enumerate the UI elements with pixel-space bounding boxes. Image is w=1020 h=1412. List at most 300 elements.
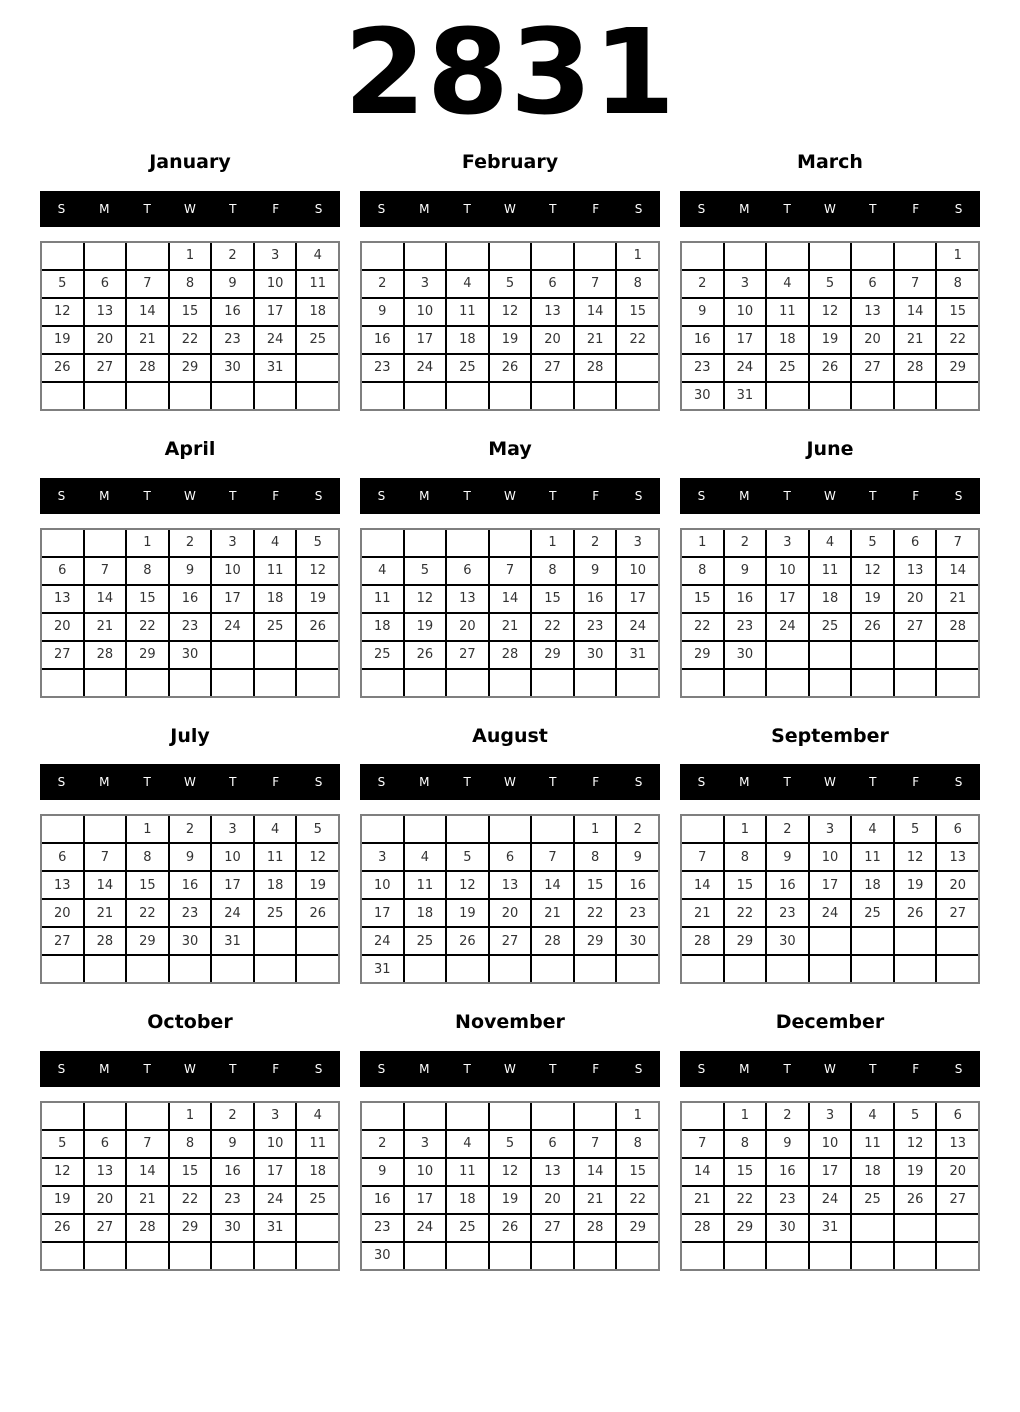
empty-day-cell (212, 642, 253, 668)
day-cell: 30 (575, 642, 616, 668)
day-cell: 21 (895, 327, 936, 353)
empty-day-cell (85, 243, 126, 269)
day-cell: 2 (170, 530, 211, 556)
weekday-label: T (229, 201, 237, 216)
empty-day-cell (447, 243, 488, 269)
empty-day-cell (362, 670, 403, 696)
day-cell: 18 (852, 1159, 893, 1185)
empty-day-cell (810, 642, 851, 668)
empty-day-cell (362, 816, 403, 842)
empty-day-cell (170, 670, 211, 696)
day-cell: 3 (405, 1131, 446, 1157)
day-cell: 20 (42, 900, 83, 926)
day-cell: 28 (532, 928, 573, 954)
day-cell: 20 (937, 872, 978, 898)
day-cell: 4 (447, 271, 488, 297)
empty-day-cell (852, 383, 893, 409)
day-cell: 8 (937, 271, 978, 297)
weekday-label: S (634, 775, 643, 790)
day-cell: 13 (85, 1159, 126, 1185)
day-cell: 4 (767, 271, 808, 297)
day-cell: 25 (447, 355, 488, 381)
day-cell: 9 (617, 844, 658, 870)
weekday-label: W (824, 1061, 836, 1076)
day-cell: 3 (212, 530, 253, 556)
weekday-label: T (463, 775, 471, 790)
day-cell: 1 (170, 243, 211, 269)
day-cell: 4 (852, 816, 893, 842)
weekday-label: M (419, 775, 430, 790)
day-cell: 23 (682, 355, 723, 381)
empty-day-cell (937, 383, 978, 409)
day-cell: 8 (170, 271, 211, 297)
empty-day-cell (255, 956, 296, 982)
empty-day-cell (532, 1103, 573, 1129)
empty-day-cell (447, 816, 488, 842)
day-cell: 5 (810, 271, 851, 297)
day-cell: 6 (85, 271, 126, 297)
empty-day-cell (42, 1243, 83, 1269)
empty-day-cell (810, 956, 851, 982)
day-cell: 13 (447, 586, 488, 612)
day-cell: 18 (767, 327, 808, 353)
day-cell: 2 (170, 816, 211, 842)
day-cell: 22 (617, 327, 658, 353)
weekday-label: M (419, 488, 430, 503)
day-cell: 15 (532, 586, 573, 612)
day-cell: 5 (447, 844, 488, 870)
weekday-label: M (99, 775, 110, 790)
day-cell: 13 (532, 1159, 573, 1185)
day-cell: 27 (85, 355, 126, 381)
day-cell: 1 (725, 1103, 766, 1129)
day-cell: 4 (852, 1103, 893, 1129)
day-cell: 17 (212, 586, 253, 612)
day-cell: 22 (725, 900, 766, 926)
day-cell: 11 (362, 586, 403, 612)
day-cell: 18 (362, 614, 403, 640)
day-cell: 7 (937, 530, 978, 556)
empty-day-cell (212, 956, 253, 982)
weekday-label: F (592, 775, 600, 790)
empty-day-cell (895, 243, 936, 269)
empty-day-cell (405, 243, 446, 269)
day-cell: 27 (895, 614, 936, 640)
weekday-header-row (360, 191, 660, 227)
day-cell: 11 (767, 299, 808, 325)
empty-day-cell (85, 383, 126, 409)
day-cell: 23 (767, 1187, 808, 1213)
day-cell: 25 (767, 355, 808, 381)
empty-day-cell (852, 642, 893, 668)
day-cell: 27 (937, 1187, 978, 1213)
day-cell: 1 (937, 243, 978, 269)
day-cell: 14 (85, 586, 126, 612)
day-cell: 19 (810, 327, 851, 353)
day-cell: 29 (682, 642, 723, 668)
empty-day-cell (447, 383, 488, 409)
day-cell: 1 (127, 816, 168, 842)
day-cell: 24 (725, 355, 766, 381)
day-cell: 23 (575, 614, 616, 640)
day-cell: 12 (405, 586, 446, 612)
empty-day-cell (937, 642, 978, 668)
day-cell: 17 (617, 586, 658, 612)
empty-day-cell (127, 1103, 168, 1129)
day-cell: 26 (447, 928, 488, 954)
day-cell: 21 (85, 900, 126, 926)
day-cell: 4 (362, 558, 403, 584)
weekday-header-row (40, 1051, 340, 1087)
weekday-label: T (463, 488, 471, 503)
day-cell: 16 (212, 299, 253, 325)
day-cell: 25 (852, 900, 893, 926)
day-cell: 12 (895, 844, 936, 870)
day-cell: 2 (725, 530, 766, 556)
empty-day-cell (490, 956, 531, 982)
day-cell: 8 (725, 1131, 766, 1157)
day-cell: 22 (682, 614, 723, 640)
empty-day-cell (255, 928, 296, 954)
empty-day-cell (490, 530, 531, 556)
day-cell: 21 (937, 586, 978, 612)
empty-day-cell (405, 383, 446, 409)
day-cell: 29 (575, 928, 616, 954)
month-day-grid (360, 528, 660, 698)
day-cell: 8 (127, 844, 168, 870)
day-cell: 31 (810, 1215, 851, 1241)
day-cell: 9 (725, 558, 766, 584)
weekday-label: S (377, 1061, 386, 1076)
day-cell: 6 (42, 558, 83, 584)
day-cell: 25 (447, 1215, 488, 1241)
month-block-march (680, 150, 980, 411)
day-cell: 19 (447, 900, 488, 926)
month-day-grid (40, 814, 340, 984)
empty-day-cell (170, 383, 211, 409)
weekday-label: S (697, 775, 706, 790)
day-cell: 12 (297, 558, 338, 584)
empty-day-cell (212, 670, 253, 696)
weekday-label: T (229, 488, 237, 503)
month-day-grid (360, 1101, 660, 1271)
weekday-label: S (314, 1061, 323, 1076)
weekday-label: F (272, 1061, 280, 1076)
month-name: May (488, 437, 532, 460)
day-cell: 26 (895, 1187, 936, 1213)
day-cell: 30 (682, 383, 723, 409)
day-cell: 15 (617, 1159, 658, 1185)
empty-day-cell (937, 956, 978, 982)
day-cell: 16 (725, 586, 766, 612)
weekday-label: T (229, 1061, 237, 1076)
day-cell: 25 (297, 1187, 338, 1213)
month-block-july (40, 724, 340, 985)
day-cell: 1 (170, 1103, 211, 1129)
day-cell: 20 (85, 327, 126, 353)
day-cell: 12 (810, 299, 851, 325)
empty-day-cell (170, 956, 211, 982)
weekday-label: S (57, 488, 66, 503)
day-cell: 7 (682, 844, 723, 870)
weekday-label: M (99, 488, 110, 503)
day-cell: 15 (725, 1159, 766, 1185)
month-name: April (164, 437, 216, 460)
empty-day-cell (405, 670, 446, 696)
day-cell: 26 (405, 642, 446, 668)
empty-day-cell (447, 1243, 488, 1269)
day-cell: 10 (405, 299, 446, 325)
day-cell: 2 (212, 1103, 253, 1129)
day-cell: 27 (532, 1215, 573, 1241)
weekday-label: T (869, 488, 877, 503)
day-cell: 2 (767, 1103, 808, 1129)
weekday-label: T (229, 775, 237, 790)
empty-day-cell (617, 1243, 658, 1269)
month-name: October (147, 1011, 233, 1034)
day-cell: 3 (617, 530, 658, 556)
month-block-april (40, 437, 340, 698)
weekday-label: T (783, 775, 791, 790)
empty-day-cell (85, 956, 126, 982)
day-cell: 4 (255, 530, 296, 556)
weekday-label: T (143, 201, 151, 216)
month-block-june (680, 437, 980, 698)
day-cell: 26 (895, 900, 936, 926)
day-cell: 19 (42, 1187, 83, 1213)
empty-day-cell (85, 1243, 126, 1269)
day-cell: 10 (255, 1131, 296, 1157)
month-name: September (771, 724, 889, 747)
weekday-label: F (272, 775, 280, 790)
day-cell: 21 (490, 614, 531, 640)
empty-day-cell (405, 816, 446, 842)
empty-day-cell (852, 1215, 893, 1241)
day-cell: 31 (212, 928, 253, 954)
empty-day-cell (852, 670, 893, 696)
day-cell: 20 (895, 586, 936, 612)
day-cell: 29 (937, 355, 978, 381)
day-cell: 4 (297, 1103, 338, 1129)
day-cell: 26 (297, 614, 338, 640)
empty-day-cell (937, 670, 978, 696)
empty-day-cell (490, 1243, 531, 1269)
empty-day-cell (297, 1215, 338, 1241)
weekday-label: S (954, 1061, 963, 1076)
weekday-label: M (739, 775, 750, 790)
empty-day-cell (362, 243, 403, 269)
empty-day-cell (42, 1103, 83, 1129)
empty-day-cell (405, 956, 446, 982)
empty-day-cell (297, 928, 338, 954)
day-cell: 25 (255, 900, 296, 926)
empty-day-cell (810, 1243, 851, 1269)
empty-day-cell (490, 1103, 531, 1129)
month-name: August (472, 724, 548, 747)
day-cell: 26 (852, 614, 893, 640)
day-cell: 23 (767, 900, 808, 926)
empty-day-cell (767, 383, 808, 409)
day-cell: 9 (767, 844, 808, 870)
weekday-label: F (912, 201, 920, 216)
day-cell: 1 (532, 530, 573, 556)
day-cell: 26 (490, 1215, 531, 1241)
empty-day-cell (297, 670, 338, 696)
empty-day-cell (297, 956, 338, 982)
weekday-header-row (360, 478, 660, 514)
month-name: November (455, 1011, 565, 1034)
day-cell: 30 (767, 1215, 808, 1241)
empty-day-cell (85, 670, 126, 696)
day-cell: 22 (170, 327, 211, 353)
empty-day-cell (447, 1103, 488, 1129)
day-cell: 8 (127, 558, 168, 584)
weekday-label: W (504, 775, 516, 790)
empty-day-cell (127, 243, 168, 269)
day-cell: 11 (447, 299, 488, 325)
weekday-label: M (419, 201, 430, 216)
day-cell: 22 (725, 1187, 766, 1213)
day-cell: 3 (255, 243, 296, 269)
day-cell: 17 (810, 1159, 851, 1185)
day-cell: 10 (255, 271, 296, 297)
empty-day-cell (617, 355, 658, 381)
day-cell: 15 (170, 299, 211, 325)
empty-day-cell (767, 956, 808, 982)
day-cell: 18 (255, 586, 296, 612)
day-cell: 20 (42, 614, 83, 640)
day-cell: 17 (212, 872, 253, 898)
day-cell: 27 (85, 1215, 126, 1241)
day-cell: 12 (447, 872, 488, 898)
day-cell: 24 (362, 928, 403, 954)
empty-day-cell (42, 670, 83, 696)
empty-day-cell (575, 243, 616, 269)
day-cell: 16 (170, 586, 211, 612)
day-cell: 29 (127, 928, 168, 954)
empty-day-cell (297, 383, 338, 409)
day-cell: 6 (852, 271, 893, 297)
empty-day-cell (767, 642, 808, 668)
day-cell: 6 (42, 844, 83, 870)
day-cell: 25 (297, 327, 338, 353)
day-cell: 5 (42, 271, 83, 297)
day-cell: 5 (490, 1131, 531, 1157)
day-cell: 11 (297, 1131, 338, 1157)
day-cell: 7 (490, 558, 531, 584)
day-cell: 19 (490, 327, 531, 353)
day-cell: 16 (575, 586, 616, 612)
day-cell: 16 (362, 327, 403, 353)
day-cell: 15 (127, 586, 168, 612)
empty-day-cell (42, 530, 83, 556)
day-cell: 22 (127, 614, 168, 640)
day-cell: 13 (895, 558, 936, 584)
empty-day-cell (810, 928, 851, 954)
day-cell: 7 (575, 1131, 616, 1157)
day-cell: 28 (85, 928, 126, 954)
day-cell: 11 (255, 558, 296, 584)
empty-day-cell (575, 670, 616, 696)
day-cell: 11 (255, 844, 296, 870)
day-cell: 25 (405, 928, 446, 954)
day-cell: 23 (170, 614, 211, 640)
weekday-label: W (824, 775, 836, 790)
empty-day-cell (895, 1243, 936, 1269)
day-cell: 12 (490, 299, 531, 325)
month-name: January (149, 151, 231, 174)
day-cell: 7 (85, 558, 126, 584)
day-cell: 31 (362, 956, 403, 982)
day-cell: 18 (405, 900, 446, 926)
weekday-label: T (783, 201, 791, 216)
day-cell: 13 (937, 1131, 978, 1157)
weekday-label: F (912, 488, 920, 503)
day-cell: 14 (682, 1159, 723, 1185)
day-cell: 15 (617, 299, 658, 325)
weekday-label: F (272, 201, 280, 216)
empty-day-cell (212, 1243, 253, 1269)
empty-day-cell (447, 956, 488, 982)
day-cell: 22 (532, 614, 573, 640)
day-cell: 15 (127, 872, 168, 898)
empty-day-cell (255, 670, 296, 696)
day-cell: 28 (937, 614, 978, 640)
day-cell: 12 (42, 299, 83, 325)
empty-day-cell (937, 1215, 978, 1241)
empty-day-cell (895, 383, 936, 409)
empty-day-cell (490, 383, 531, 409)
day-cell: 24 (810, 1187, 851, 1213)
day-cell: 3 (767, 530, 808, 556)
day-cell: 5 (490, 271, 531, 297)
day-cell: 18 (297, 1159, 338, 1185)
day-cell: 20 (490, 900, 531, 926)
day-cell: 23 (725, 614, 766, 640)
day-cell: 11 (447, 1159, 488, 1185)
empty-day-cell (725, 670, 766, 696)
day-cell: 18 (255, 872, 296, 898)
empty-day-cell (447, 530, 488, 556)
weekday-label: T (143, 488, 151, 503)
day-cell: 21 (127, 327, 168, 353)
day-cell: 27 (447, 642, 488, 668)
empty-day-cell (852, 1243, 893, 1269)
day-cell: 21 (682, 900, 723, 926)
day-cell: 31 (255, 355, 296, 381)
day-cell: 5 (42, 1131, 83, 1157)
day-cell: 24 (212, 614, 253, 640)
empty-day-cell (575, 1103, 616, 1129)
empty-day-cell (767, 670, 808, 696)
empty-day-cell (127, 383, 168, 409)
empty-day-cell (937, 928, 978, 954)
day-cell: 4 (447, 1131, 488, 1157)
empty-day-cell (42, 956, 83, 982)
day-cell: 14 (895, 299, 936, 325)
day-cell: 27 (532, 355, 573, 381)
weekday-header-row (680, 764, 980, 800)
empty-day-cell (937, 1243, 978, 1269)
day-cell: 18 (810, 586, 851, 612)
weekday-label: M (739, 1061, 750, 1076)
year-title: 2831 (343, 3, 677, 141)
day-cell: 29 (127, 642, 168, 668)
day-cell: 13 (42, 586, 83, 612)
empty-day-cell (405, 1243, 446, 1269)
day-cell: 6 (447, 558, 488, 584)
empty-day-cell (297, 642, 338, 668)
